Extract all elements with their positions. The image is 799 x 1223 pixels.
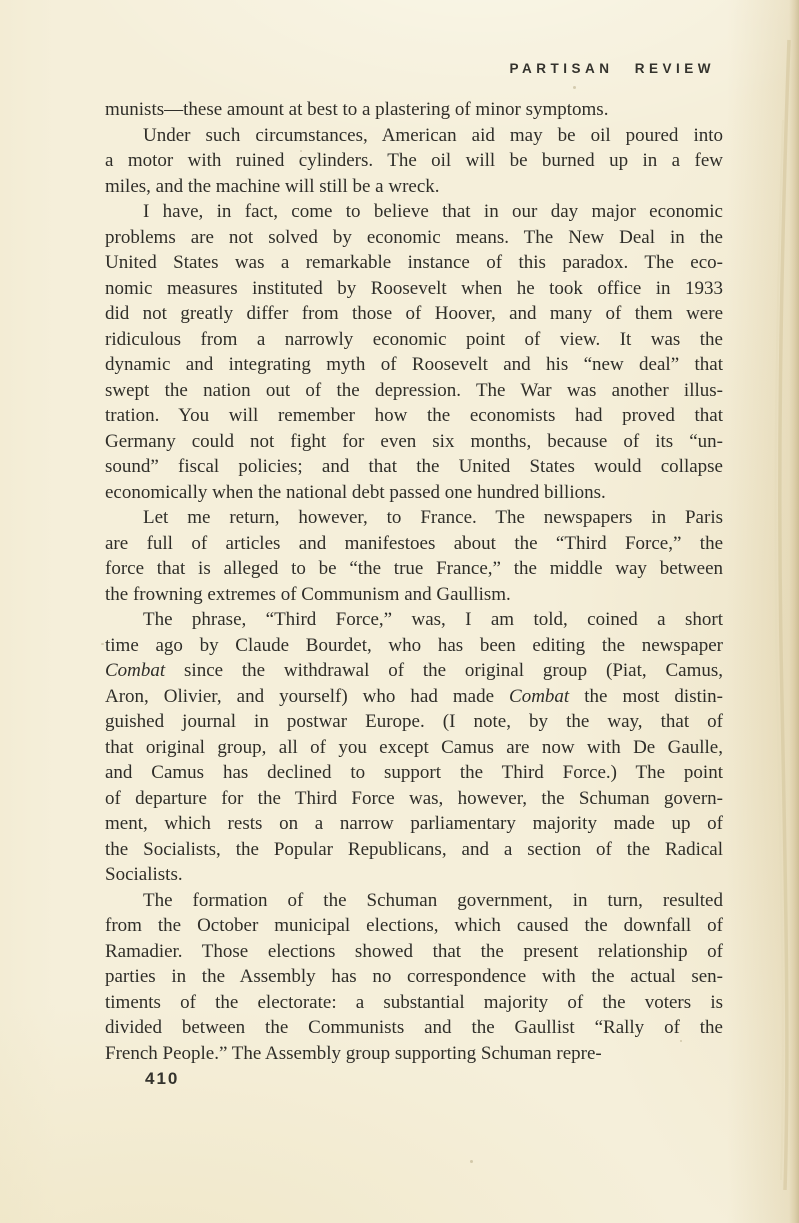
body-line: Under such circumstances, American aid may be oil poured into [143,124,723,146]
body-line: Ramadier. Those elections showed that the present relationship of [105,940,723,962]
body-line: problems are not solved by economic means. The New Deal in the [105,226,723,248]
body-line: divided between the Communists and the Gaullist “Rally of the [105,1017,723,1038]
body-line: French People.” The Assembly group supporting Schuman repre- [105,1042,602,1064]
body-line: ridiculous from a narrowly economic point of view. It was the [105,328,723,350]
body-line: The formation of the Schuman government, in turn, resulted [143,889,723,911]
body-line: The phrase, “Third Force,” was, I am told, coined a short [143,609,723,630]
body-line: parties in the Assembly has no correspondence with the actual sen- [105,966,723,987]
body-line: nomic measures instituted by Roosevelt when he took office in 1933 [105,277,723,299]
body-line: dynamic and integrating myth of Roosevelt and his “new deal” that [105,354,723,375]
body-line: Let me return, however, to France. The newspapers in Paris [143,507,723,528]
body-line: I have, in fact, come to believe that in our day major economic [143,201,723,222]
running-header: PARTISAN REVIEW [509,61,715,76]
page-number: 410 [145,1069,180,1088]
body-line: Socialists. [105,864,183,885]
body-line: Combat since the withdrawal of the original group (Piat, Camus, [105,660,723,681]
body-line: and Camus has declined to support the Third Force.) The point [105,762,723,783]
body-line: the Socialists, the Popular Republicans, and a section of the Radical [105,838,723,860]
body-line: guished journal in postwar Europe. (I note, by the way, that of [105,711,723,732]
page-edge-crease-icon [739,0,799,1223]
page-edge-shadow [789,0,799,1223]
body-line: time ago by Claude Bourdet, who has been editing the newspaper [105,634,723,656]
body-line: tration. You will remember how the economists had proved that [105,405,723,426]
body-line: that original group, all of you except Camus are now with De Gaulle, [105,736,723,758]
body-line: sound” fiscal policies; and that the United States would collapse [105,456,723,477]
body-line: economically when the national debt passed one hundred billions. [105,481,606,503]
body-line: from the October municipal elections, which caused the downfall of [105,915,723,936]
body-line: swept the nation out of the depression. The War was another illus- [105,379,723,401]
body-line: force that is alleged to be “the true France,” the middle way between [105,558,723,579]
body-line: a motor with ruined cylinders. The oil will be burned up in a few [105,150,723,171]
body-text [105,97,723,1066]
body-line: of departure for the Third Force was, however, the Schuman govern- [105,787,723,809]
body-line: Germany could not fight for even six months, because of its “un- [105,430,723,452]
body-line: timents of the electorate: a substantial majority of the voters is [105,991,723,1013]
body-line: did not greatly differ from those of Hoover, and many of them were [105,303,723,324]
body-line: United States was a remarkable instance of this paradox. The eco- [105,252,723,273]
body-line: munists—these amount at best to a plastering of minor symptoms. [105,99,609,120]
body-line: are full of articles and manifestoes about the “Third Force,” the [105,532,723,554]
body-line: ment, which rests on a narrow parliamentary majority made up of [105,813,723,834]
body-line: Aron, Olivier, and yourself) who had made Combat the most distin- [105,685,723,707]
body-line: the frowning extremes of Communism and Gaullism. [105,583,511,605]
body-line: miles, and the machine will still be a wreck. [105,175,440,197]
